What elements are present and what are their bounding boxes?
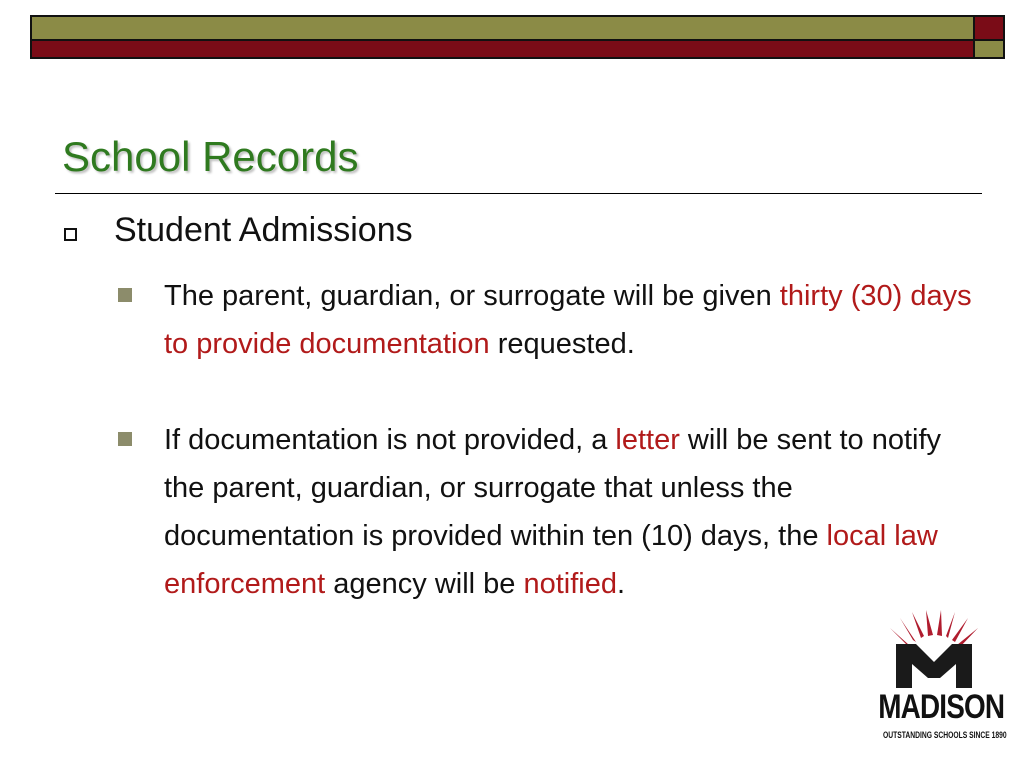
bullet-text: Student Admissions: [114, 211, 413, 249]
sunburst-m-icon: [866, 610, 1002, 690]
highlight-text: local law enforcement: [164, 520, 938, 600]
header-square-olive: [975, 41, 1005, 59]
square-bullet-icon: [118, 432, 132, 446]
logo-wordmark: MADISON: [878, 688, 1005, 726]
highlight-text: thirty (30) days to provide documentation: [164, 280, 972, 360]
header-bar-olive: [30, 15, 975, 41]
header-bar-maroon: [30, 41, 975, 59]
highlight-text: letter: [615, 424, 680, 456]
slide-title: School Records: [62, 133, 359, 180]
header-square-maroon: [975, 15, 1005, 41]
madison-logo: [866, 610, 1007, 740]
header-bar: [30, 15, 1005, 59]
highlight-text: notified: [523, 568, 617, 600]
text-run: If documentation is not provided, a: [164, 424, 616, 456]
text-run: agency will be: [325, 568, 524, 600]
square-bullet-icon: [118, 288, 132, 302]
text-run: .: [617, 568, 626, 600]
text-run: will be sent to notify the parent, guardian, or surrogate that unless the documentation is provided within ten (10) days, the: [164, 424, 942, 552]
title-divider: [55, 193, 982, 194]
hollow-square-bullet-icon: [64, 228, 77, 241]
logo-tagline: OUTSTANDING SCHOOLS SINCE 1890: [883, 730, 1007, 740]
text-run: requested.: [489, 328, 635, 360]
sub-bullet-text: [164, 272, 974, 368]
text-run: The parent, guardian, or surrogate will be given: [164, 280, 780, 312]
sub-bullet-text: [164, 416, 974, 608]
